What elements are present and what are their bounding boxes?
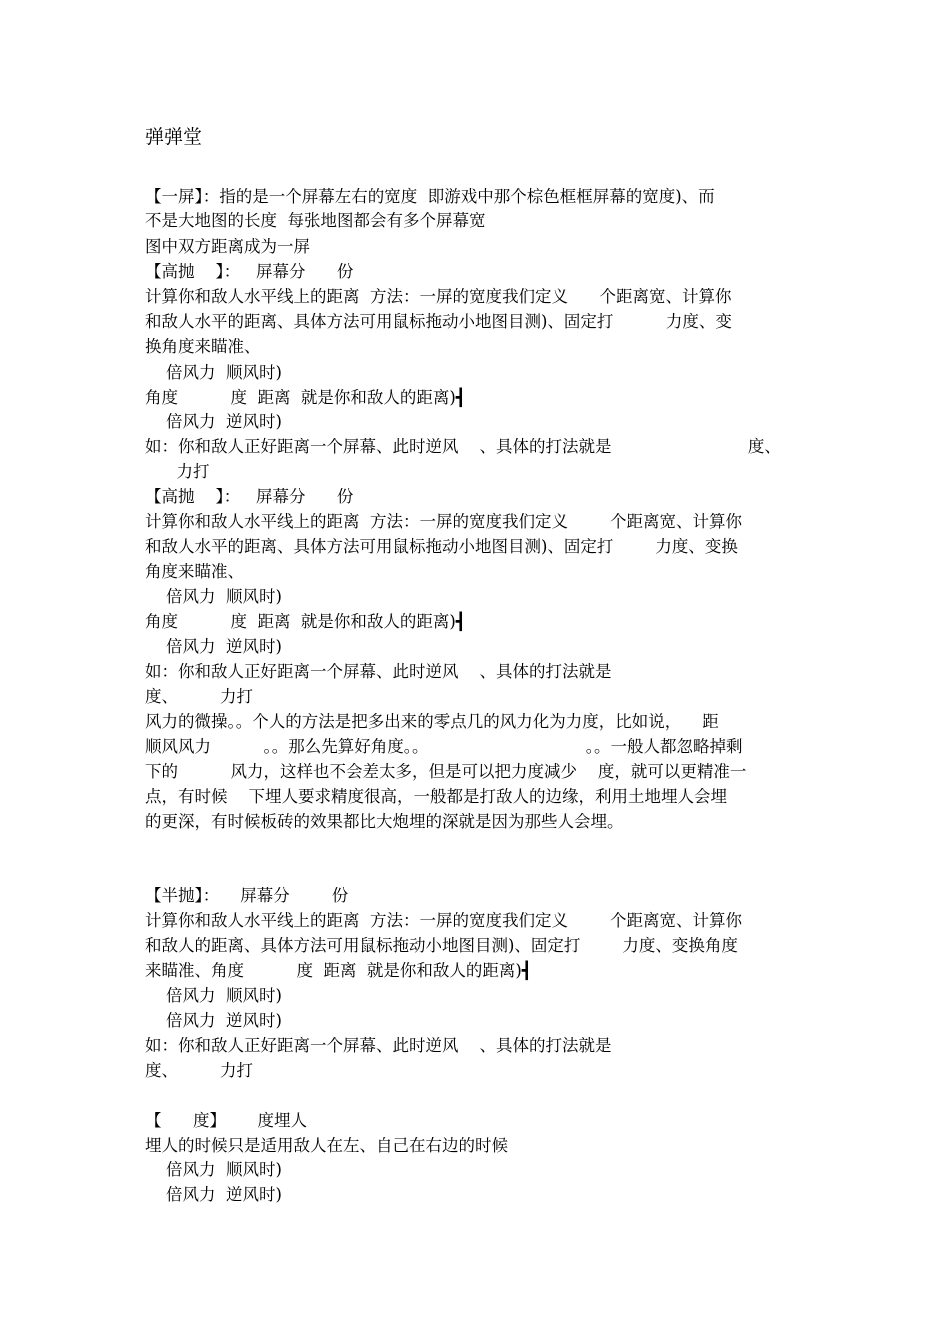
text-line: 倍风力 逆风时) [145, 1011, 282, 1030]
text-line: 倍风力 逆风时) [145, 637, 282, 656]
text-line: 来瞄准、角度 度 距离 就是你和敌人的距离)┫ [145, 961, 532, 980]
document-title: 弹弹堂 [145, 126, 203, 148]
text-line: 倍风力 逆风时) [145, 412, 282, 431]
text-line: 倍风力 顺风时) [145, 587, 282, 606]
text-line: 力打 [145, 462, 210, 481]
text-line: 【一屏】：指的是一个屏幕左右的宽度 即游戏中那个棕色框框屏幕的宽度)、而 [145, 187, 715, 206]
text-line: 倍风力 顺风时) [145, 363, 282, 382]
section-heading: 【半抛】： 屏幕分 份 [145, 886, 349, 905]
text-line: 点，有时候 下埋人要求精度很高，一般都是打敌人的边缘，利用土地埋人会埋 [145, 787, 727, 806]
text-line: 计算你和敌人水平线上的距离 方法：一屏的宽度我们定义 个距离宽、计算你 [145, 287, 732, 306]
text-line: 计算你和敌人水平线上的距离 方法：一屏的宽度我们定义 个距离宽、计算你 [145, 512, 742, 531]
text-line: 度、 力打 [145, 687, 253, 706]
text-line: 角度 度 距离 就是你和敌人的距离)┫ [145, 388, 466, 407]
text-line: 如：你和敌人正好距离一个屏幕、此时逆风 、具体的打法就是 度、 [145, 437, 781, 456]
section-heading: 【高抛 】： 屏幕分 份 [145, 262, 354, 281]
text-line: 和敌人的距离、具体方法可用鼠标拖动小地图目测)、固定打 力度、变换角度 [145, 936, 738, 955]
text-line: 如：你和敌人正好距离一个屏幕、此时逆风 、具体的打法就是 [145, 1036, 612, 1055]
text-line: 倍风力 顺风时) [145, 1160, 282, 1179]
text-line: 计算你和敌人水平线上的距离 方法：一屏的宽度我们定义 个距离宽、计算你 [145, 911, 742, 930]
section-heading: 【高抛 】： 屏幕分 份 [145, 487, 354, 506]
text-line: 度、 力打 [145, 1061, 253, 1080]
text-line: 换角度来瞄准、 [145, 337, 261, 356]
text-line: 的更深，有时候板砖的效果都比大炮埋的深就是因为那些人会埋。 [145, 812, 624, 831]
text-line: 和敌人水平的距离、具体方法可用鼠标拖动小地图目测)、固定打 力度、变换 [145, 537, 738, 556]
text-line: 如：你和敌人正好距离一个屏幕、此时逆风 、具体的打法就是 [145, 662, 612, 681]
text-line: 埋人的时候只是适用敌人在左、自己在右边的时候 [145, 1136, 508, 1155]
text-line: 风力的微操。。个人的方法是把多出来的零点几的风力化为力度，比如说， 距 [145, 712, 719, 731]
text-line: 和敌人水平的距离、具体方法可用鼠标拖动小地图目测)、固定打 力度、变 [145, 312, 732, 331]
text-line: 角度来瞄准、 [145, 562, 244, 581]
section-heading: 【 度】 度埋人 [145, 1111, 307, 1130]
text-line: 下的 风力，这样也不会差太多，但是可以把力度减少 度，就可以更精准一 [145, 762, 747, 781]
text-line: 倍风力 逆风时) [145, 1185, 282, 1204]
text-line: 图中双方距离成为一屏 [145, 237, 310, 256]
text-line: 倍风力 顺风时) [145, 986, 282, 1005]
text-line: 不是大地图的长度 每张地图都会有多个屏幕宽 [145, 211, 486, 230]
text-line: 顺风风力 。。那么先算好角度。。 。。一般人都忽略掉剩 [145, 737, 743, 756]
text-line: 角度 度 距离 就是你和敌人的距离)┫ [145, 612, 466, 631]
